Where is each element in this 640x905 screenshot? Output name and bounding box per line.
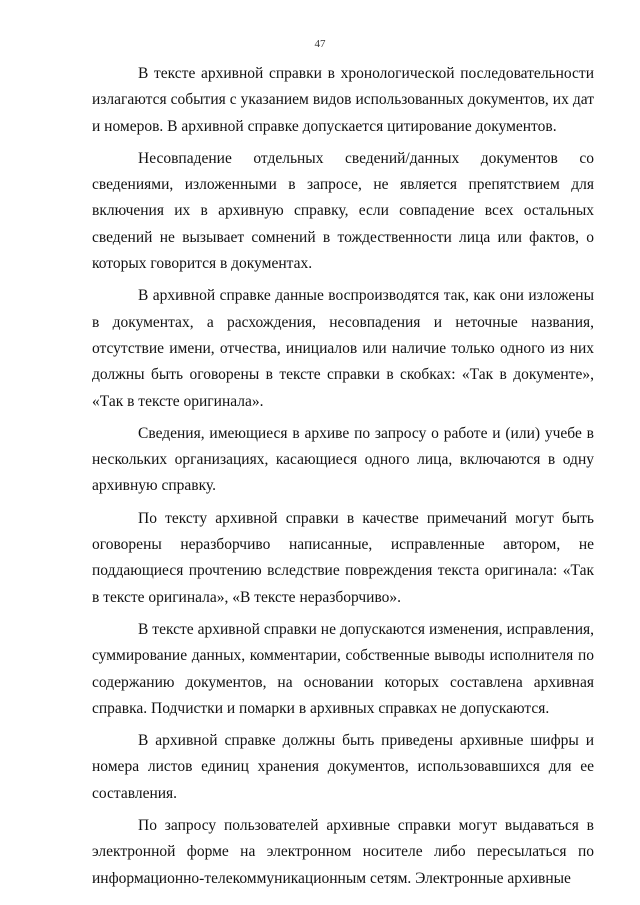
page-number: 47 xyxy=(314,38,326,50)
document-body xyxy=(92,61,594,892)
paragraph-multiple-organizations: Сведения, имеющиеся в архиве по запросу о работе и (или) учебе в нескольких организациях, касающиеся одного лица, включаются в одну архивную справку. xyxy=(92,424,594,495)
paragraph-notes: По тексту архивной справки в качестве примечаний могут быть оговорены неразборчиво написанные, исправленные автором, не поддающиеся прочтению вследствие повреждения текста оригинала: «Так в тексте оригинала», «В тексте неразборчиво». xyxy=(92,509,594,606)
paragraph-mismatch: Несовпадение отдельных сведений/данных документов со сведениями, изложенными в запросе, не является препятствием для включения их в архивную справку, если совпадение всех остальных сведений не вызывает сомнений в тождественности лица или фактов, о которых говорится в документах. xyxy=(92,149,594,273)
paragraph-no-changes: В тексте архивной справки не допускаются изменения, исправления, суммирование данных, комментарии, собственные выводы исполнителя по содержанию документов, на основании которых составлена архивная справка. Подчистки и помарки в архивных справках не допускаются. xyxy=(92,620,594,717)
paragraph-electronic-form: По запросу пользователей архивные справки могут выдаваться в электронной форме на электронном носителе либо пересылаться по информационно-телекоммуникационным сетям. Электронные архивные xyxy=(92,817,594,887)
paragraph-archive-codes: В архивной справке должны быть приведены архивные шифры и номера листов единиц хранения документов, использовавшихся для ее составления. xyxy=(92,732,594,802)
paragraph-chronology: В тексте архивной справки в хронологической последовательности излагаются события с указанием видов использованных документов, их дат и номеров. В архивной справке допускается цитирование документов. xyxy=(92,65,594,135)
paragraph-reproduction: В архивной справке данные воспроизводятся так, как они изложены в документах, а расхождения, несовпадения и неточные названия, отсутствие имени, отчества, инициалов или наличие только одного из них должны быть оговорены в тексте справки в скобках: «Так в документе», «Так в тексте оригинала». xyxy=(92,287,594,410)
